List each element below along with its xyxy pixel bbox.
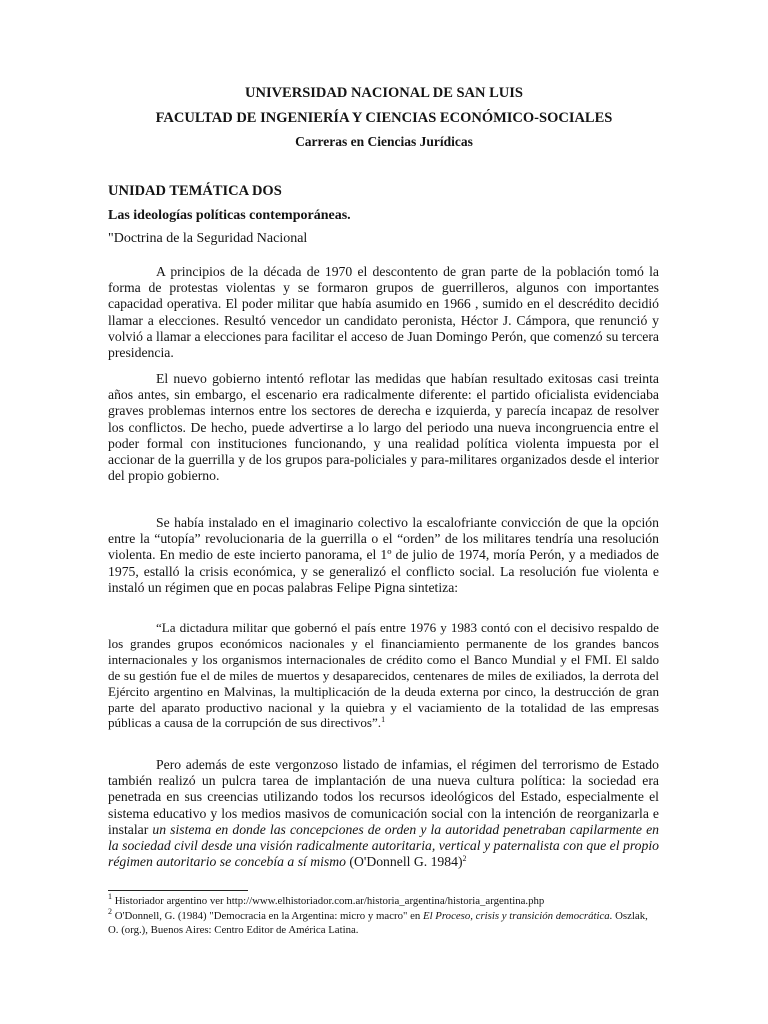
footnote-2-text: O'Donnell, G. (1984) "Democracia en la Argentina: micro y macro" en (112, 910, 423, 922)
footnote-2-mark: 2 (108, 907, 112, 916)
university-name: UNIVERSIDAD NACIONAL DE SAN LUIS (245, 85, 523, 101)
paragraph-4-citation: (O'Donnell G. 1984) (346, 854, 463, 870)
footnote-1-mark: 1 (108, 892, 112, 901)
footnote-1-text: Historiador argentino ver http://www.elhistoriador.com.ar/historia_argentina/historia_argentina.php (112, 895, 545, 907)
footnote-ref-1: 1 (381, 715, 386, 725)
footnote-2-title: El Proceso, crisis y transición democrática. (422, 910, 613, 922)
paragraph-4-italic: un sistema en donde las concepciones de orden y la autoridad penetraban capilarmente en la sociedad civil desde una visión radicalmente autoritaria, vertical y paternalista con que el propio régimen autoritario se concebía a sí mismo (108, 821, 659, 870)
unit-subtitle: Las ideologías políticas contemporáneas. (108, 208, 351, 223)
career-name: Carreras en Ciencias Jurídicas (295, 134, 473, 149)
footnote-2 (108, 909, 659, 937)
paragraph-4 (108, 757, 659, 870)
footnote-2-publisher: Oszlak, O. (org.), Buenos Aires: Centro Editor de América Latina. (108, 910, 648, 936)
paragraph-2: El nuevo gobierno intentó reflotar las medidas que habían resultado exitosas casi treinta años antes, sin embargo, el escenario era radicalmente diferente: el partido oficialista evidenciaba graves problemas internos entre los sectores de derecha e izquierda, y parecía incapaz de resolver los conflictos. De hecho, puede advertirse a lo largo del periodo una nueva incongruencia entre el poder formal con instituciones funcionando, y una realidad política violenta impuesta por el accionar de la guerrilla y de los grupos para-policiales y para-militares organizados desde el interior del propio gobierno. (108, 371, 659, 484)
paragraph-4-text: Pero además de este vergonzoso listado de infamias, el régimen del terrorismo de Estado también realizó un pulcra tarea de implantación de una nueva cultura política: la sociedad era penetrada en sus creencias utilizando todos los recursos ideológicos del Estado, especialmente el sistema educativo y los medios masivos de comunicación social con la intención de reorganizarla e instalar (108, 757, 659, 837)
quote-text: “La dictadura militar que gobernó el país entre 1976 y 1983 contó con el decisivo respaldo de los grandes grupos económicos nacionales y el financiamiento permanente de los grandes bancos internacionales y los organismos internacionales de crédito como el Banco Mundial y el FMI. El saldo de su gestión fue el de miles de muertos y desaparecidos, centenares de miles de exiliados, la derrota del Ejército argentino en Malvinas, la multiplicación de la deuda externa por cinco, la destrucción de gran parte del aparato productivo nacional y la quiebra y el vaciamiento de la totalidad de las empresas públicas a causa de la corrupción de sus directivos”. (108, 620, 659, 731)
footnote-ref-2: 2 (462, 854, 467, 864)
unit-topic: "Doctrina de la Seguridad Nacional (108, 231, 308, 246)
footnote-separator (108, 890, 248, 891)
paragraph-1: A principios de la década de 1970 el descontento de gran parte de la población tomó la forma de protestas violentas y se formaron grupos de guerrilleros, algunos con importantes capacidad operativa. El poder militar que había asumido en 1966 , sumido en el descrédito decidió llamar a elecciones. Resultó vencedor un candidato peronista, Héctor J. Cámpora, que renunció y volvió a llamar a elecciones para facilitar el acceso de Juan Domingo Perón, que comenzó su tercera presidencia. (108, 264, 659, 361)
unit-title: UNIDAD TEMÁTICA DOS (108, 183, 282, 199)
paragraph-3: Se había instalado en el imaginario colectivo la escalofriante convicción de que la opción entre la “utopía” revolucionaria de la guerrilla o el “orden” de los militares tendría una resolución violenta. En medio de este incierto panorama, el 1º de julio de 1974, moría Perón, y a mediados de 1975, estalló la crisis económica, y se generalizó el conflicto social. La resolución fue violenta e instaló un régimen que en pocas palabras Felipe Pigna sintetiza: (108, 515, 659, 595)
block-quote (108, 620, 659, 731)
faculty-name: FACULTAD DE INGENIERÍA Y CIENCIAS ECONÓMICO-SOCIALES (155, 110, 613, 126)
footnote-1 (108, 894, 659, 908)
